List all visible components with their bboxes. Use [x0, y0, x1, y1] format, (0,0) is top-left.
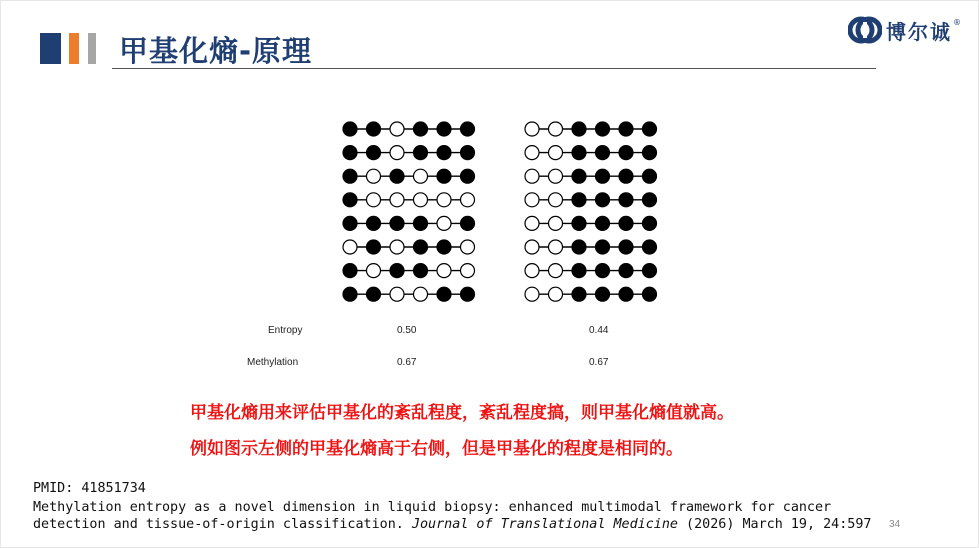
accent-bar-gray [88, 33, 96, 64]
right-methylation-value: 0.67 [589, 357, 609, 368]
note-line-2: 例如图示左侧的甲基化熵高于右侧，但是甲基化的程度是相同的。 [190, 439, 683, 459]
company-logo [848, 16, 961, 44]
logo-registered-mark: ® [953, 17, 961, 27]
left-entropy-value: 0.50 [397, 325, 417, 336]
slide-title: 甲基化熵-原理 [119, 34, 313, 68]
citation-source [33, 516, 871, 533]
right-entropy-value: 0.44 [589, 325, 609, 336]
methylation-label: Methylation [247, 357, 299, 368]
citation-source-pre: detection and tissue-of-origin classification. [33, 517, 412, 532]
citation-journal: Journal of Translational Medicine [411, 517, 678, 532]
title-underline [112, 68, 876, 69]
entropy-label: Entropy [268, 325, 303, 336]
citation-title: Methylation entropy as a novel dimension in liquid biopsy: enhanced multimodal framework for cancer [33, 500, 832, 515]
accent-bar-navy [40, 33, 61, 64]
citation-pmid: PMID: 41851734 [33, 481, 146, 496]
boercheng-logo-mark-icon [848, 16, 882, 44]
page-number: 34 [889, 519, 901, 530]
citation-source-post: (2026) March 19, 24:597 [677, 517, 872, 532]
note-line-1: 甲基化熵用来评估甲基化的紊乱程度，紊乱程度搞，则甲基化熵值就高。 [190, 403, 734, 423]
logo-text: 博尔诚 [886, 19, 952, 44]
left-methylation-value: 0.67 [397, 357, 417, 368]
accent-bar-orange [69, 33, 79, 64]
